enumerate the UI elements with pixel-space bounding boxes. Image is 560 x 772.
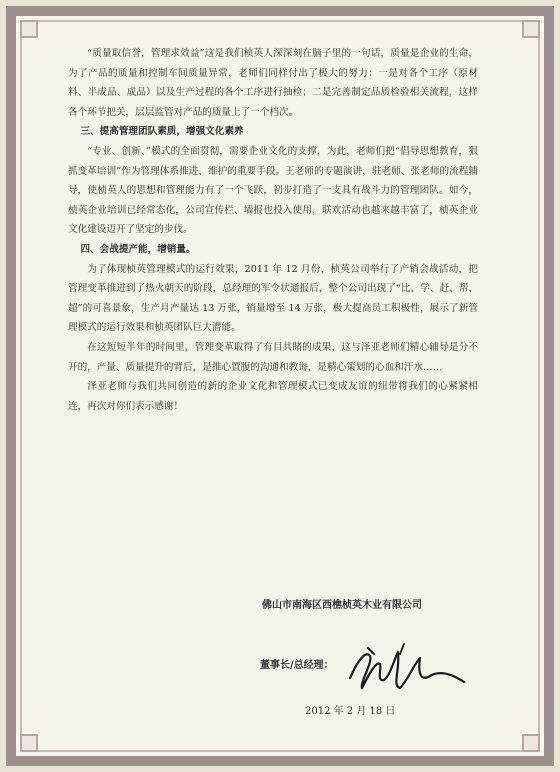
frame-corner-ornament	[522, 734, 540, 752]
letter-body	[68, 44, 478, 416]
paragraph-thanks: 泽亚老师与我们共同创造的新的企业文化和管理模式已变成友谊的纽带将我们的心紧紧相连，再次对你们表示感谢！	[68, 381, 478, 412]
letter-date: 2012 年 2 月 18 日	[305, 706, 396, 717]
company-name: 佛山市南海区西樵桢英木业有限公司	[262, 600, 422, 611]
frame-corner-ornament	[20, 734, 38, 752]
paragraph-campaign: 为了体现桢英管理模式的运行效果，2011 年 12 月份，桢英公司举行了产销会战活动，把管理变革推进到了热火朝天的阶段，总经理的军令状通报后，整个公司出现了“比、学、赶、帮、超”的可喜景象，生产月产量达 13 万张，销量增至 14 万张，极大提高员工积极性，展示了新管理模式的运行效果和桢英团队巨大潜能。	[68, 263, 478, 334]
paragraph-culture: “专业、创新、”模式的全面贯彻，需要企业文化的支撑，为此，老师们把“倡导思想教育，狠抓变革培训”作为管理体系推进、维护的重要手段。王老师的专题演讲，驻老师、张老师的流程辅导，使桢英人的思想和管理能力有了一个飞跃，初步打造了一支具有战斗力的管理团队。如今，桢英企业培训已经常态化，公司宣传栏、墙报也投入使用，联欢活动也越来越丰富了，桢英企业文化建设迈开了坚定的步伐。	[68, 145, 478, 236]
section-heading-capacity: 四、会战提产能，增销量。	[80, 243, 196, 255]
frame-corner-ornament	[20, 20, 38, 38]
paragraph-results: 在这短短半年的时间里，管理变革取得了有目共睹的成果，这与泽亚老师们精心辅导是分不开的，产量、质量提升的背后，是推心置腹的沟通和教诲，是精心策划的心血和汗水……	[68, 341, 478, 373]
signatory-title: 董事长/总经理：	[260, 660, 334, 671]
paragraph-quality: “质量取信誉，管理求效益”这是我们桢英人深深刻在脑子里的一句话，质量是企业的生命，为了产品的质量和控制车间质量异常，老师们同样付出了极大的努力：一是对各个工序（原材料、半成品、成品）以及生产过程的各个工序进行抽检；二是完善制定品质检验相关流程，这样各个环节把关，层层监管对产品的质量上了一个档次。	[68, 48, 478, 118]
handwritten-signature	[340, 630, 470, 700]
frame-corner-ornament	[522, 20, 540, 38]
section-heading-team: 三、提高管理团队素质，增强文化素养	[80, 126, 244, 138]
